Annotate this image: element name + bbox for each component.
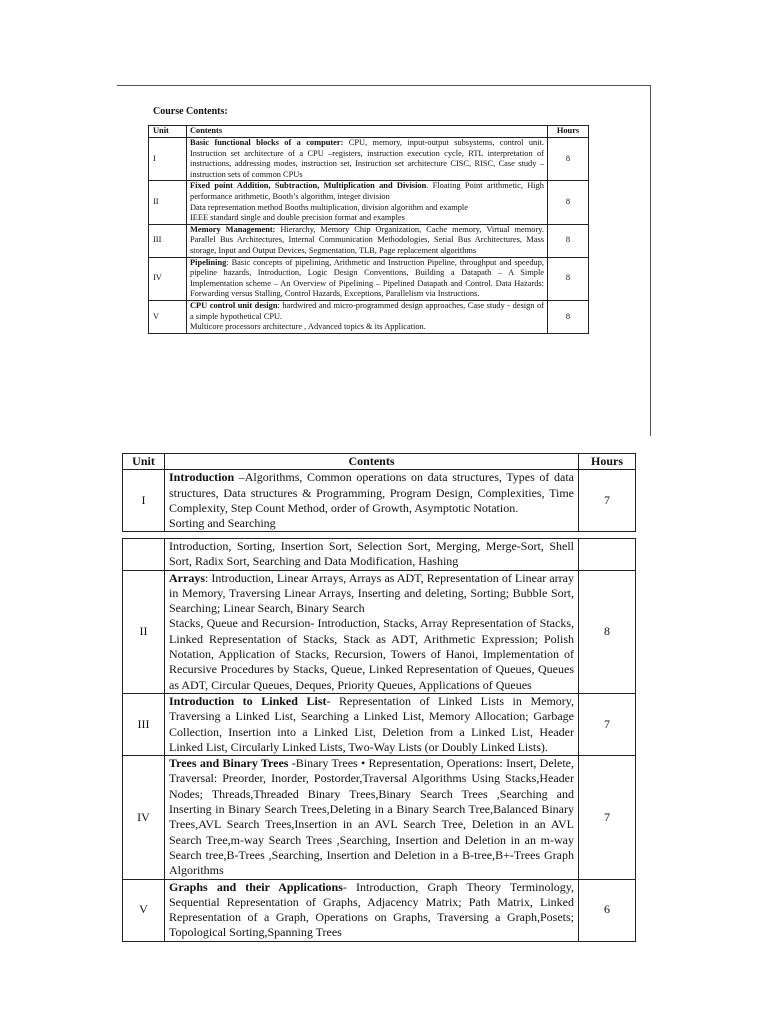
table-row (123, 756, 636, 879)
hours-cell (579, 539, 636, 571)
hours-cell: 8 (548, 300, 589, 333)
topic-text: Introduction, Sorting, Insertion Sort, Selection Sort, Merging, Merge-Sort, Shell Sort, Radix Sort, Searching and Data Modification, Hashing (169, 539, 574, 569)
table-row (123, 470, 636, 532)
topic-heading: Memory Management: (190, 224, 276, 234)
unit-cell: IV (149, 257, 187, 300)
syllabus-table-part-1 (122, 453, 636, 532)
topic-text: Data representation method Booths multiplication, division algorithm and example (190, 202, 468, 212)
topic-text: -Binary Trees • Representation, Operations: Insert, Delete, Traversal: Preorder, Inorder, Postorder,Traversal Algorithms Using Stacks,Header Nodes; Threads,Threaded Binary Trees,Binary Search Trees ,Searching and Inserting in Binary Search Trees,Deleting in a Binary Search Tree,Balanced Binary Trees,AVL Search Trees,Insertion in an AVL Search Tree, Deletion in an AVL Search Tree,m-way Search Trees ,Searching, Insertion and Deletion in an m-way Search tree,B-Trees ,Searching, Insertion and Deletion in a B-tree,B+-Trees Graph Algorithms (169, 756, 574, 878)
content-paragraph (190, 138, 544, 180)
topic-text: : hardwired and micro-programmed design approaches, Case study - design of a simple hypothetical CPU. (190, 300, 544, 321)
header-contents: Contents (187, 126, 548, 138)
content-paragraph (190, 322, 544, 333)
table-row (149, 257, 589, 300)
topic-heading: CPU control unit design (190, 300, 278, 310)
content-paragraph (169, 880, 574, 941)
unit-cell: II (123, 570, 165, 693)
topic-heading: Fixed point Addition, Subtraction, Multiplication and Division (190, 181, 427, 191)
unit-cell: V (149, 300, 187, 333)
topic-heading: Pipelining (190, 257, 227, 267)
unit-cell: III (149, 224, 187, 257)
contents-cell (187, 181, 548, 224)
contents-cell (187, 138, 548, 181)
contents-cell (187, 300, 548, 333)
content-paragraph (169, 470, 574, 516)
topic-text: : Introduction, Linear Arrays, Arrays as ADT, Representation of Linear array in Memory, Traversing Linear Arrays, Inserting and deleting, Sorting; Bubble Sort, Searching; Linear Search, Binary Search (169, 570, 574, 616)
table-row (149, 138, 589, 181)
contents-cell (187, 257, 548, 300)
topic-heading: Graphs and their Applications (169, 879, 343, 894)
topic-text: - Introduction, Graph Theory Terminology, Sequential Representation of Graphs, Adjacency Matrix; Path Matrix, Linked Representation of a Graph, Operations on Graphs, Traversing a Graph,Posets; Topological Sorting,Spanning Trees (169, 879, 575, 940)
topic-text: - Representation of Linked Lists in Memory, Traversing a Linked List, Searching a Linked List, Memory Allocation; Garbage Collection, Insertion into a Linked List, Deletion from a Linked List, Header Linked List, Circularly Linked Lists, Two-Way Lists (or Doubly Linked Lists). (169, 693, 574, 754)
table-row (123, 693, 636, 755)
hours-cell: 7 (579, 693, 636, 755)
content-paragraph (190, 181, 544, 202)
topic-text: CPU, memory, input-output subsystems, control unit. Instruction set architecture of a CPU –registers, instruction execution cycle, RTL interpretation of instructions, addressing modes, instruction set, Instruction set architecture CISC, RISC, Case study – instruction sets of common CPUs (190, 138, 544, 179)
topic-text: . Floating Point arithmetic, High performance arithmetic, Booth’s algorithm, integer division (190, 181, 544, 201)
content-paragraph (190, 213, 544, 224)
contents-cell (165, 539, 579, 571)
course-contents-table (148, 125, 589, 334)
topic-text: Sorting and Searching (169, 516, 276, 531)
content-paragraph (169, 571, 574, 617)
hours-cell: 7 (579, 470, 636, 532)
syllabus-body-part-1 (123, 470, 636, 532)
header-contents: Contents (165, 454, 579, 470)
syllabus-table-part-2 (122, 538, 636, 942)
content-paragraph (190, 203, 544, 214)
contents-cell (165, 879, 579, 941)
contents-cell (165, 570, 579, 693)
contents-cell (165, 693, 579, 755)
hours-cell: 8 (548, 181, 589, 224)
unit-cell: I (149, 138, 187, 181)
content-paragraph (169, 694, 574, 755)
table-row (149, 300, 589, 333)
table-row (149, 224, 589, 257)
topic-text: Hierarchy, Memory Chip Organization, Cache memory, Virtual memory. Parallel Bus Architectures, Internal Communication Methodologies, Serial Bus Architectures, Mass storage, Input and Output Devices, Segmentation, TLB, Page replacement algorithms (190, 224, 545, 255)
topic-heading: Trees and Binary Trees (169, 756, 289, 771)
header-unit: Unit (149, 126, 187, 138)
topic-text: IEEE standard single and double precision format and examples (190, 213, 405, 223)
unit-cell: IV (123, 756, 165, 879)
table-row (149, 181, 589, 224)
content-paragraph (190, 225, 544, 257)
hours-cell: 8 (548, 138, 589, 181)
table-header-row (123, 454, 636, 470)
contents-cell (165, 756, 579, 879)
unit-cell: I (123, 470, 165, 532)
topic-heading: Introduction to Linked List (169, 693, 327, 708)
syllabus-body-part-2 (123, 539, 636, 942)
hours-cell: 7 (579, 756, 636, 879)
table-header-row (149, 126, 589, 138)
course-contents-heading: Course Contents: (153, 106, 228, 117)
content-paragraph (169, 539, 574, 570)
hours-cell: 8 (548, 224, 589, 257)
table-row (123, 539, 636, 571)
unit-cell: II (149, 181, 187, 224)
topic-text: : Basic concepts of pipelining, Arithmetic and Instruction Pipeline, throughput and speedup, pipeline hazards, Introduction, Logic Design Conventions, Building a Datapath – A Simple Implementation scheme – An Overview of Pipelining – Pipelined Datapath and Control. Data Hazards: Forwarding versus Stalling, Control Hazards, Exceptions, Parallelism via Instructions. (190, 257, 544, 299)
header-hours: Hours (548, 126, 589, 138)
topic-text: Stacks, Queue and Recursion- Introduction, Stacks, Array Representation of Stacks, Linked Representation of Stacks, Stack as ADT, Arithmetic Expression; Polish Notation, Application of Stacks, Recursion, Towers of Hanoi, Implementation of Recursive Procedures by Stacks, Queue, Linked Representation of Queues, Queues as ADT, Circular Queues, Deques, Priority Queues, Applications of Queues (169, 616, 574, 692)
content-paragraph (190, 301, 544, 322)
topic-heading: Introduction (169, 470, 235, 485)
content-paragraph (169, 516, 574, 531)
topic-heading: Basic functional blocks of a computer: (190, 138, 344, 147)
table-row (123, 570, 636, 693)
content-paragraph (169, 616, 574, 692)
table-row (123, 879, 636, 941)
topic-text: Multicore processors architecture , Advanced topics & its Application. (190, 322, 426, 332)
header-hours: Hours (579, 454, 636, 470)
topic-heading: Arrays (169, 570, 205, 585)
hours-cell: 8 (548, 257, 589, 300)
header-unit: Unit (123, 454, 165, 470)
contents-cell (165, 470, 579, 532)
hours-cell: 8 (579, 570, 636, 693)
hours-cell: 6 (579, 879, 636, 941)
course-contents-body (149, 138, 589, 334)
unit-cell: V (123, 879, 165, 941)
content-paragraph (190, 258, 544, 300)
unit-cell: III (123, 693, 165, 755)
unit-cell (123, 539, 165, 571)
contents-cell (187, 224, 548, 257)
content-paragraph (169, 756, 574, 878)
topic-text: –Algorithms, Common operations on data structures, Types of data structures, Data structures & Programming, Program Design, Complexities, Time Complexity, Step Count Method, order of Growth, Asymptotic Notation. (169, 470, 574, 515)
